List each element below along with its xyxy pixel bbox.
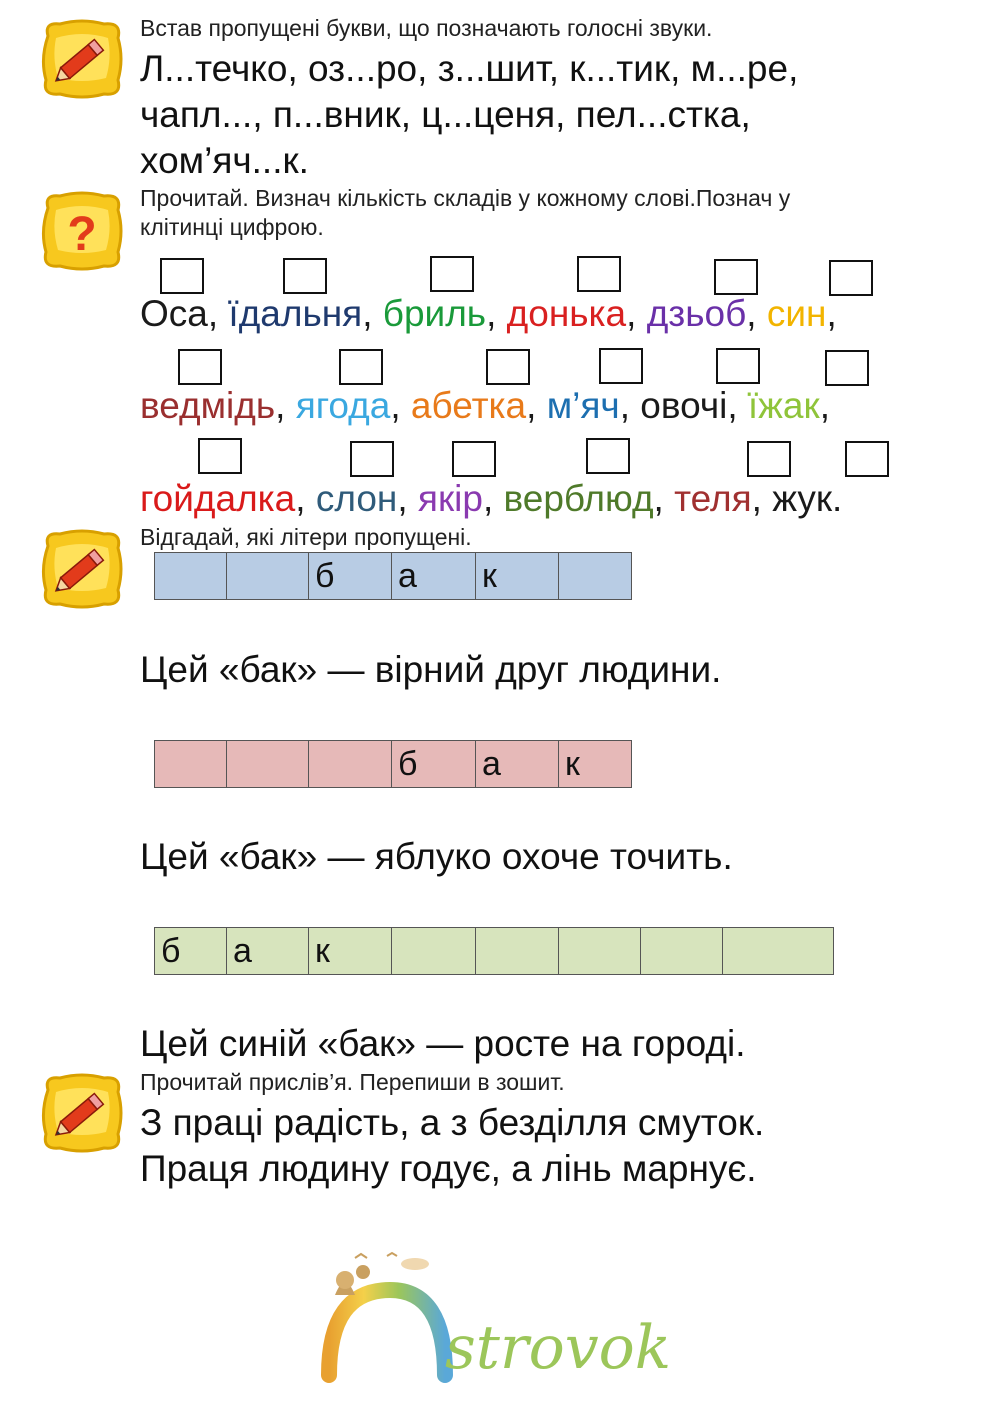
punctuation: , [826,293,837,334]
punctuation: , [486,293,507,334]
task2-instruction-line-2: клітинці цифрою. [140,214,324,240]
word: овочі [640,385,728,426]
punctuation: . [832,478,843,519]
punctuation: , [397,478,418,519]
svg-text:?: ? [67,208,97,261]
syllable-box[interactable] [198,438,242,474]
word: їдальня [228,293,363,334]
letter-cell[interactable] [476,928,559,974]
riddle-2: Цей «бак» — яблуко охоче точить. [140,836,733,877]
letter-cell: к [559,741,631,787]
syllable-box[interactable] [586,438,630,474]
task1-line-3: хом’яч...к. [140,140,309,181]
word: бриль [382,293,487,334]
letter-cell: б [309,553,392,599]
letter-cell: а [227,928,309,974]
punctuation: , [207,293,229,334]
question-icon [38,190,126,272]
pencil-icon [38,1072,126,1154]
word: ведмідь [140,385,276,426]
letter-cell[interactable] [227,553,309,599]
task1-instruction: Встав пропущені букви, що позначають голосні звуки. [140,15,713,41]
letter-cell[interactable] [155,553,227,599]
task1-line-1: Л...течко, оз...ро, з...шит, к...тик, м...ре, [140,48,799,89]
syllable-box[interactable] [452,441,496,477]
letter-cell: а [392,553,476,599]
syllable-box[interactable] [825,350,869,386]
pencil-icon [38,18,126,100]
letter-cell[interactable] [559,553,631,599]
punctuation: , [751,478,773,519]
word: слон [315,478,398,519]
word: їжак [747,385,820,426]
syllable-box[interactable] [716,348,760,384]
letter-grid-3 [154,927,834,975]
punctuation: , [727,385,748,426]
word-row-2 [140,384,830,428]
word-row-1 [140,292,837,336]
task3-instruction: Відгадай, які літери пропущені. [140,524,472,550]
word: дзьоб [646,293,747,334]
word: теля [674,478,752,519]
letter-cell[interactable] [309,741,392,787]
ostrovok-logo [315,1250,755,1390]
syllable-box[interactable] [430,256,474,292]
word: якір [417,478,483,519]
syllable-box[interactable] [160,258,204,294]
word: м’яч [546,385,620,426]
syllable-box[interactable] [577,256,621,292]
word: ягода [295,385,391,426]
task2-instruction-line-1: Прочитай. Визнач кількість складів у кожному слові.Познач у [140,185,791,211]
logo-text: strovok [445,1313,672,1383]
syllable-box[interactable] [283,258,327,294]
letter-cell[interactable] [155,741,227,787]
word: абетка [410,385,527,426]
letter-grid-2 [154,740,632,788]
letter-cell[interactable] [723,928,833,974]
word: Оса [140,293,208,334]
syllable-box[interactable] [714,259,758,295]
punctuation: , [390,385,411,426]
word: верблюд [503,478,654,519]
syllable-box[interactable] [350,441,394,477]
task4-instruction: Прочитай прислів’я. Перепиши в зошит. [140,1069,565,1095]
word: гойдалка [140,478,296,519]
punctuation: , [482,478,504,519]
proverb-2: Праця людину годує, а лінь марнує. [140,1148,757,1189]
word: син [766,293,827,334]
letter-cell: б [155,928,227,974]
syllable-box[interactable] [829,260,873,296]
syllable-box[interactable] [845,441,889,477]
syllable-box[interactable] [486,349,530,385]
word-row-3 [140,477,842,521]
punctuation: , [819,385,830,426]
punctuation: , [362,293,383,334]
letter-cell: б [392,741,476,787]
proverb-1: З праці радість, а з безділля смуток. [140,1102,765,1143]
letter-grid-1 [154,552,632,600]
task1-line-2: чапл..., п...вник, ц...ценя, пел...стка, [140,94,751,135]
pencil-icon [38,528,126,610]
word: донька [506,293,627,334]
punctuation: , [526,385,547,426]
riddle-3: Цей синій «бак» — росте на городі. [140,1023,746,1064]
letter-cell[interactable] [641,928,723,974]
letter-cell: к [309,928,392,974]
letter-cell: а [476,741,559,787]
syllable-box[interactable] [747,441,791,477]
riddle-1: Цей «бак» — вірний друг людини. [140,649,722,690]
punctuation: , [746,293,767,334]
letter-cell[interactable] [392,928,476,974]
letter-cell: к [476,553,559,599]
syllable-box[interactable] [178,349,222,385]
syllable-box[interactable] [599,348,643,384]
punctuation: , [619,385,641,426]
syllable-box[interactable] [339,349,383,385]
word: жук [772,478,833,519]
punctuation: , [275,385,296,426]
letter-cell[interactable] [559,928,641,974]
punctuation: , [295,478,316,519]
punctuation: , [653,478,675,519]
letter-cell[interactable] [227,741,309,787]
punctuation: , [626,293,647,334]
